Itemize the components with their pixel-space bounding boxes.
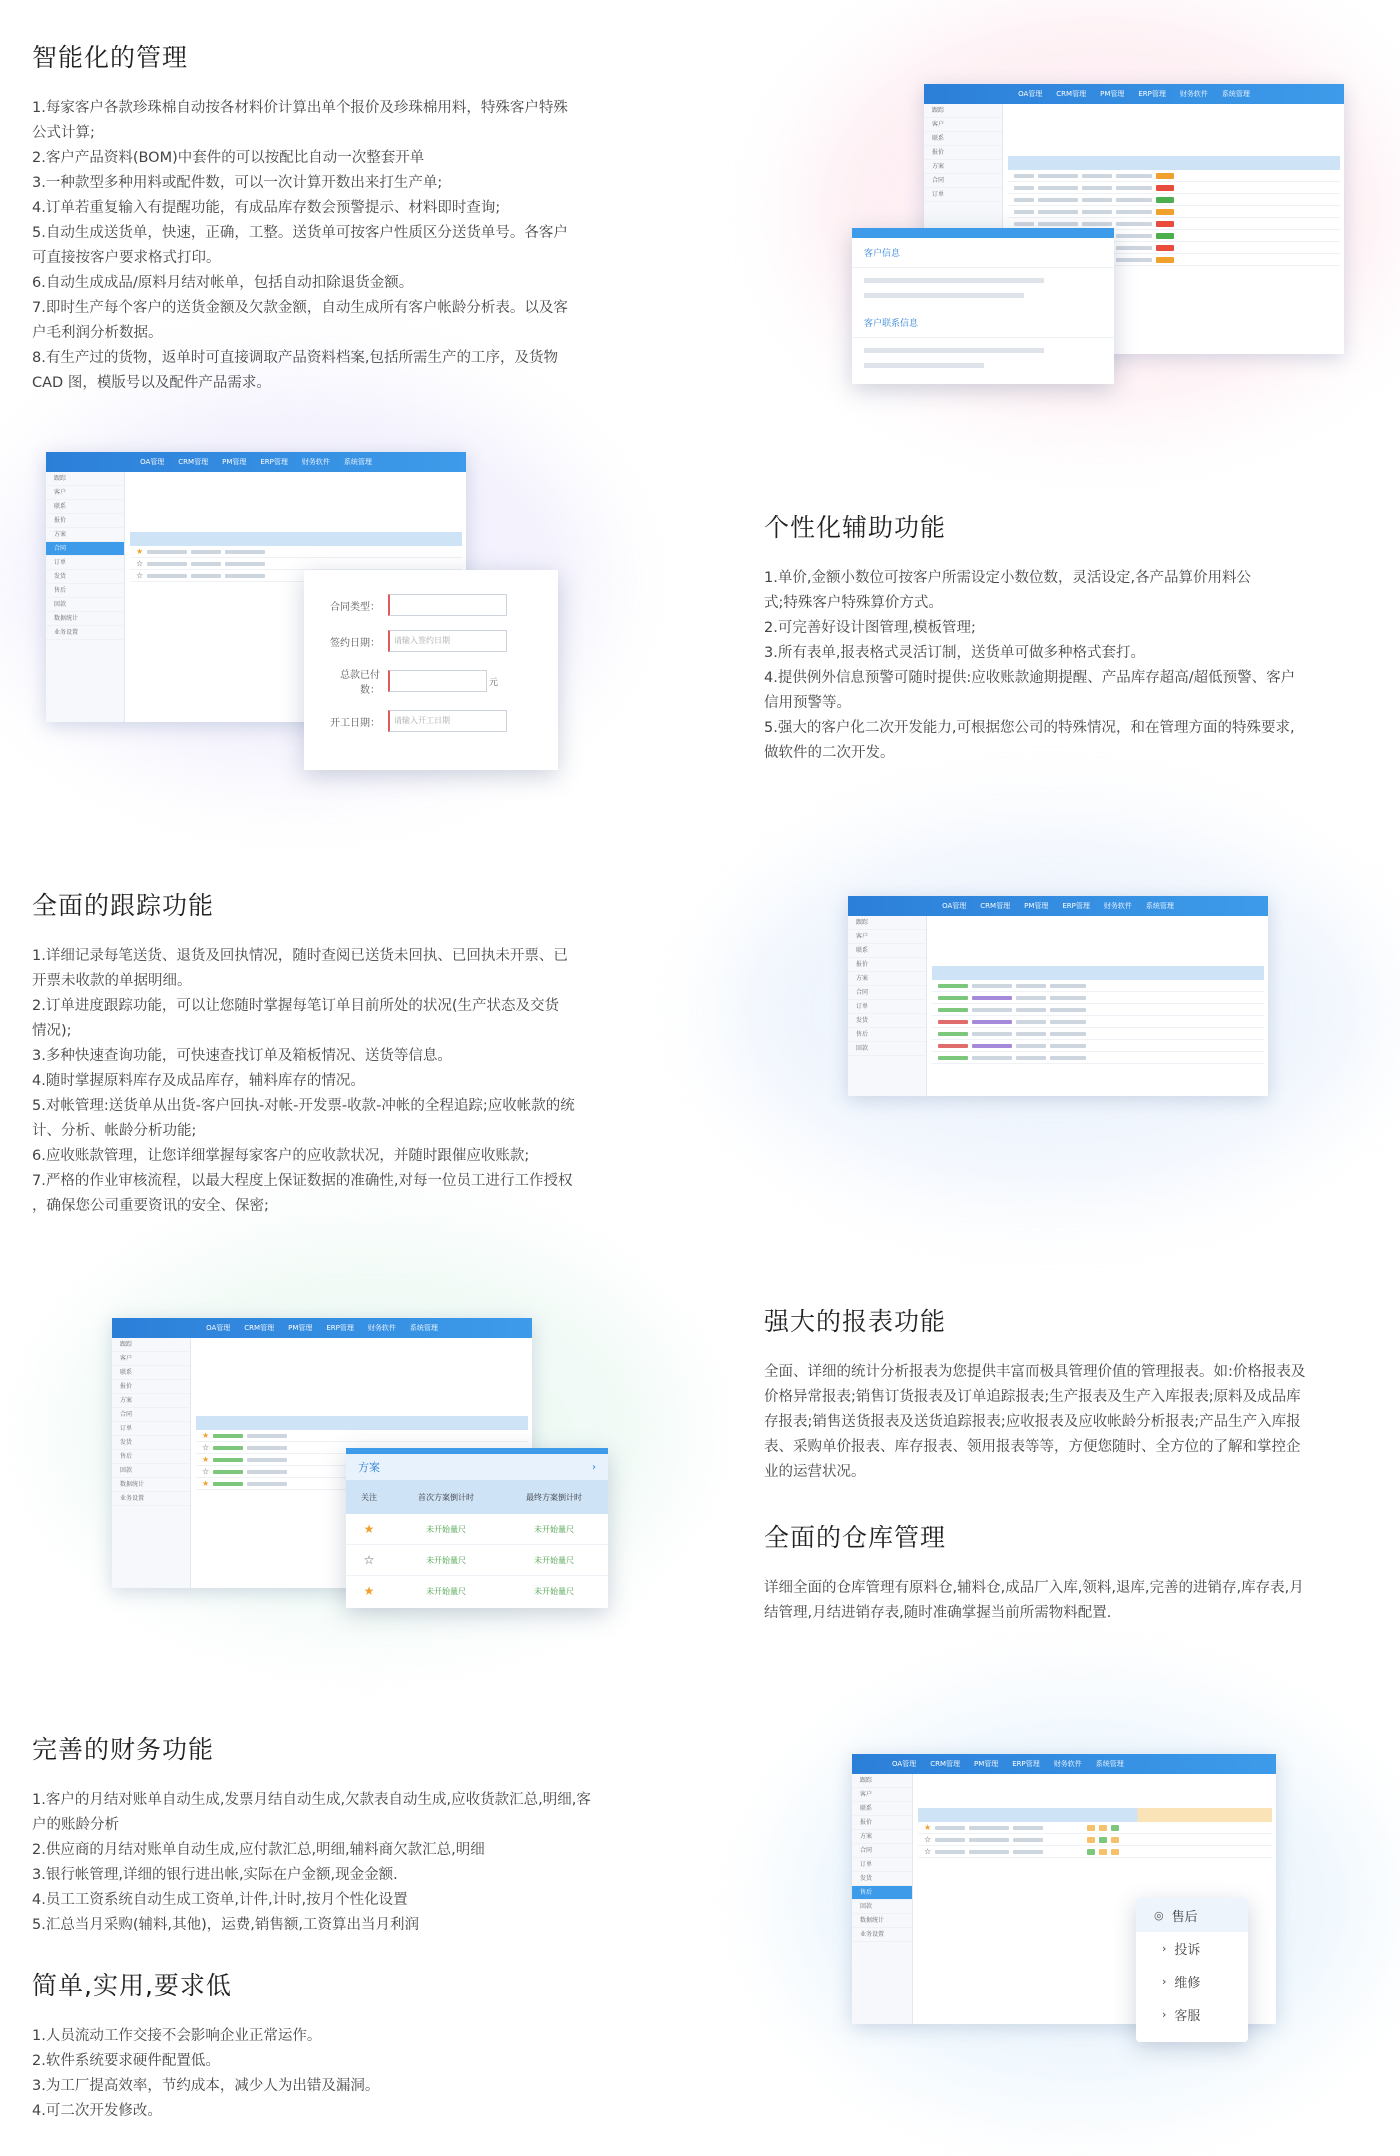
section-tracking	[32, 886, 592, 1219]
field-contract-type[interactable]: 合同类型：	[326, 594, 558, 616]
plan-table-header: 关注 首次方案倒计时 最终方案倒计时	[346, 1480, 608, 1514]
customer-info-title: 客户信息	[852, 238, 1114, 268]
data-table	[932, 966, 1264, 1064]
customer-contact-title: 客户联系信息	[852, 308, 1114, 338]
contract-form-panel	[304, 570, 558, 770]
chevron-right-icon: ›	[1162, 1975, 1167, 1988]
sign-date-input[interactable]: 请输入签约日期	[388, 630, 507, 652]
section-title: 简单,实用,要求低	[32, 1971, 232, 2000]
section-body: 1.人员流动工作交接不会影响企业正常运作。 2.软件系统要求硬件配置低。 3.为工厂提高效率，节约成本，减少人为出错及漏洞。 4.可二次开发修改。	[32, 2028, 380, 2119]
unit-suffix: 元	[489, 677, 499, 688]
plan-row[interactable]: ☆ 未开始量尺 未开始量尺	[346, 1545, 608, 1576]
app-topbar: OA管理 CRM管理 PM管理 ERP管理 财务软件 系统管理	[848, 896, 1268, 916]
app-topbar: OA管理 CRM管理 PM管理 ERP管理 财务软件 系统管理	[852, 1754, 1276, 1774]
section-reports	[764, 1302, 1324, 1485]
section-warehouse	[764, 1518, 1324, 1626]
section-personalized-assist	[764, 508, 1324, 766]
section-body: 1.详细记录每笔送货、退货及回执情况，随时查阅已送货未回执、已回执未开票、已 开票未收款的单据明细。 2.订单进度跟踪功能，可以让您随时掌握每笔订单目前所处的状况(生产状态及交货 情况); 3.多种快速查询功能，可快速查找订单及箱板情况、送货等信息。 4.随时掌握原料库存及成品库存，辅料库存的情况。 5.对帐管理:送货单从出货-客户回执-对帐-开发票-收款-冲帐的全程追踪;应收帐款的统 计、分析、帐龄分析功能; 6.应收账款管理，让您详细掌握每家客户的应收款状况，并随时跟催应收账款; 7.严格的作业审核流程，以最大程度上保证数据的准确性,对每一位员工进行工作授权 ，确保您公司重要资讯的安全、保密;	[32, 948, 575, 1214]
plan-panel	[346, 1448, 608, 1608]
after-sales-menu-header[interactable]: ◎ 售后	[1136, 1898, 1248, 1932]
data-table: ★ ☆ ☆	[918, 1808, 1272, 1858]
section-simple	[32, 1966, 592, 2124]
star-outline-icon[interactable]: ☆	[363, 1553, 375, 1567]
section-body: 1.单价,金额小数位可按客户所需设定小数位数，灵活设定,各产品算价用料公 式;特殊客户特殊算价方式。 2.可完善好设计图管理,模板管理; 3.所有表单,报表格式灵活订制，送货单可做多种格式套打。 4.提供例外信息预警可随时提供:应收账款逾期提醒、产品库存超高/超低预警、客户 信用预警等。 5.强大的客户化二次开发能力,可根据您公司的特殊情况，和在管理方面的特殊要求, 做软件的二次开发。	[764, 570, 1296, 761]
section-body: 全面、详细的统计分析报表为您提供丰富而极具管理价值的管理报表。如:价格报表及 价格异常报表;销售订货报表及订单追踪报表;生产报表及生产入库报表;原料及成品库 存报表;销售送货报表及送货追踪报表;应收报表及应收帐龄分析报表;产品生产入库报 表、采购单价报表、库存报表、领用报表等等，方便您随时、全方位的了解和掌控企 业的运营状况。	[764, 1364, 1306, 1480]
star-icon[interactable]: ★	[363, 1584, 375, 1598]
plan-panel-header	[346, 1454, 608, 1480]
plan-row[interactable]: ★ 未开始量尺 未开始量尺	[346, 1576, 608, 1606]
app-topbar: OA管理 CRM管理 PM管理 ERP管理 财务软件 系统管理	[924, 84, 1344, 104]
contract-type-input[interactable]	[388, 594, 507, 616]
star-icon[interactable]: ★	[363, 1522, 375, 1536]
chevron-right-icon: ›	[1162, 2008, 1167, 2021]
sidebar-nav: 跟踪 客户 联系 报价 方案 合同 订单 发货 售后 回款 数据统计 业务设置	[852, 1774, 913, 2024]
menu-item-repair[interactable]: › 维修	[1162, 1975, 1201, 1991]
app-topbar: OA管理 CRM管理 PM管理 ERP管理 财务软件 系统管理	[112, 1318, 532, 1338]
section-body: 1.客户的月结对账单自动生成,发票月结自动生成,欠款表自动生成,应收货款汇总,明细,客 户的账龄分析 2.供应商的月结对账单自动生成,应付款汇总,明细,辅料商欠款汇总,明细 3.银行帐管理,详细的银行进出帐,实际在户金额,现金金额. 4.员工工资系统自动生成工资单,计件,计时,按月个性化设置 5.汇总当月采购(辅料,其他)，运费,销售额,工资算出当月利润	[32, 1792, 591, 1933]
headset-icon: ◎	[1154, 1908, 1164, 1922]
field-paid-amount[interactable]: 总款已付数： 元	[340, 670, 499, 696]
menu-item-service[interactable]: › 客服	[1162, 2008, 1201, 2024]
after-sales-menu	[1136, 1898, 1248, 2042]
plan-title: 方案	[358, 1461, 380, 1474]
section-title: 强大的报表功能	[764, 1307, 947, 1336]
plan-row[interactable]: ★ 未开始量尺 未开始量尺	[346, 1514, 608, 1545]
start-date-input[interactable]: 请输入开工日期	[388, 710, 507, 732]
app-topbar: OA管理 CRM管理 PM管理 ERP管理 财务软件 系统管理	[46, 452, 466, 472]
paid-amount-input[interactable]	[388, 670, 487, 692]
screenshot-order-tracking	[848, 896, 1268, 1096]
customer-info-panel	[852, 228, 1114, 384]
field-start-date[interactable]: 开工日期： 请输入开工日期	[326, 710, 558, 732]
section-body: 详细全面的仓库管理有原料仓,辅料仓,成品厂入库,领料,退库,完善的进销存,库存表,月 结管理,月结进销存表,随时准确掌握当前所需物料配置.	[764, 1580, 1304, 1621]
menu-item-complaint[interactable]: › 投诉	[1162, 1942, 1201, 1958]
section-title: 个性化辅助功能	[764, 513, 947, 542]
chevron-right-icon: ›	[1162, 1942, 1167, 1955]
section-title: 完善的财务功能	[32, 1735, 215, 1764]
section-body: 1.每家客户各款珍珠棉自动按各材料价计算出单个报价及珍珠棉用料，特殊客户特殊 公式计算; 2.客户产品资料(BOM)中套件的可以按配比自动一次整套开单 3.一种款型多种用料或配件数，可以一次计算开数出来打生产单; 4.订单若重复输入有提醒功能，有成品库存数会预警提示、材料即时查询; 5.自动生成送货单，快速，正确，工整。送货单可按客户性质区分送货单号。各客户 可直接按客户要求格式打印。 6.自动生成成品/原料月结对帐单，包括自动扣除退货金额。 7.即时生产每个客户的送货金额及欠款金额，自动生成所有客户帐龄分析表。以及客 户毛利润分析数据。 8.有生产过的货物，返单时可直接调取产品资料档案,包括所需生产的工序，及货物 CAD 图，模版号以及配件产品需求。	[32, 100, 568, 391]
sidebar-nav: 跟踪 客户 联系 报价 方案 合同 订单 发货 售后 回款	[848, 916, 927, 1096]
section-smart-management	[32, 38, 592, 396]
chevron-right-icon[interactable]: ›	[592, 1461, 596, 1473]
field-sign-date[interactable]: 签约日期： 请输入签约日期	[326, 630, 558, 652]
section-title: 全面的跟踪功能	[32, 891, 215, 920]
section-finance	[32, 1730, 612, 1938]
sidebar-nav: 跟踪 客户 联系 报价 方案 合同 订单	[924, 104, 1003, 354]
sidebar-nav: 跟踪 客户 联系 报价 方案 合同 订单 发货 售后 回款 数据统计 业务设置	[46, 472, 125, 722]
section-title: 全面的仓库管理	[764, 1523, 947, 1552]
section-title: 智能化的管理	[32, 43, 189, 72]
sidebar-nav: 跟踪 客户 联系 报价 方案 合同 订单 发货 售后 回款 数据统计 业务设置	[112, 1338, 191, 1588]
data-table: ★ ☆ ☆	[130, 532, 462, 582]
data-table: ★ ☆ ★ ☆ ★	[196, 1416, 528, 1490]
